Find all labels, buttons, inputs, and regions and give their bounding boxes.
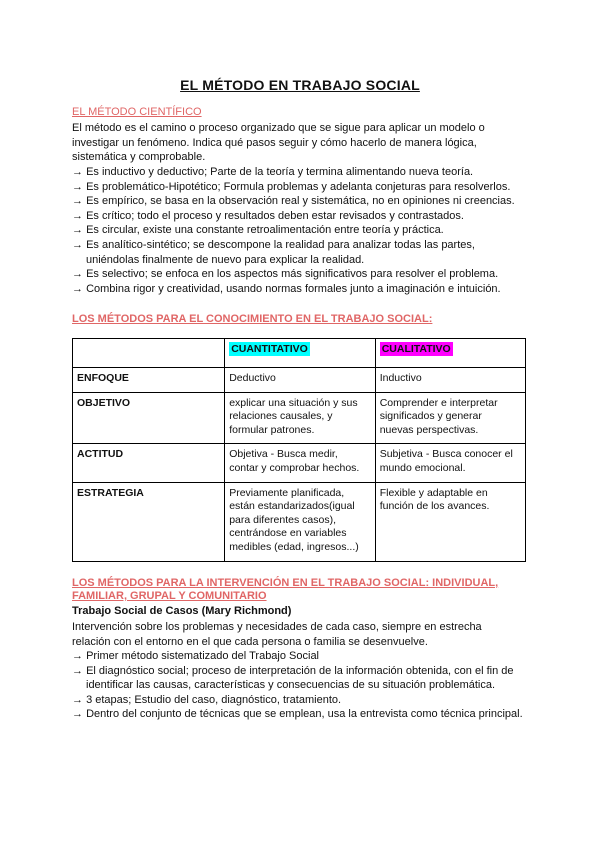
right-arrow-icon: → (72, 664, 83, 677)
table-cell: Previamente planificada, están estandarizados(igual para diferentes casos), centrándose en variables medibles (edad, ingresos...) (225, 482, 376, 561)
list-item: → El diagnóstico social; proceso de interpretación de la información obtenida, con el fin de (72, 664, 514, 677)
intro-line: investigar un fenómeno. Indica qué pasos seguir y cómo hacerlo de manera lógica, (72, 136, 477, 149)
list-item: → Es problemático-Hipotético; Formula problemas y adelanta conjeturas para resolverlos. (72, 180, 511, 193)
list-item: → Es crítico; todo el proceso y resultados deben estar revisados y contrastados. (72, 209, 464, 222)
section-heading-conocimiento: LOS MÉTODOS PARA EL CONOCIMIENTO EN EL TRABAJO SOCIAL: (72, 313, 433, 325)
list-item: → Es empírico, se basa en la observación real y sistemática, no en opiniones ni creencias. (72, 195, 515, 208)
row-label: ESTRATEGIA (73, 482, 225, 561)
table-header-row (73, 339, 526, 368)
right-arrow-icon: → (72, 166, 83, 178)
page-title: EL MÉTODO EN TRABAJO SOCIAL (180, 77, 420, 93)
section-heading-metodo-cientifico: EL MÉTODO CIENTÍFICO (72, 106, 202, 118)
list-item: → Es selectivo; se enfoca en los aspectos más significativos para resolver el problema. (72, 268, 499, 281)
right-arrow-icon: → (72, 180, 83, 193)
table-cell: Inductivo (375, 368, 525, 393)
table-cell: Deductivo (225, 368, 376, 393)
intro-line: relación con el entorno en el que cada persona o familia se desenvuelve. (72, 635, 428, 648)
table-corner-cell (73, 339, 225, 368)
table-header-cell (375, 339, 525, 368)
list-item: → Es circular, existe una constante retroalimentación entre teoría y práctica. (72, 224, 444, 237)
list-item: → Es inductivo y deductivo; Parte de la teoría y termina alimentando nueva teoría. (72, 166, 474, 178)
methods-comparison-table (72, 338, 526, 562)
right-arrow-icon: → (72, 224, 83, 237)
list-item: → Es analítico-sintético; se descompone la realidad para analizar todas las partes, (72, 238, 475, 251)
table-row (73, 444, 526, 482)
table-header-cell (225, 339, 376, 368)
intro-line: Intervención sobre los problemas y necesidades de cada caso, siempre en estrecha (72, 621, 482, 633)
row-label: OBJETIVO (73, 392, 225, 444)
list-item-continuation: identificar las causas, características y consecuencias de su situación problemática. (86, 679, 496, 692)
section1-bullet-list (72, 165, 515, 296)
row-label: ENFOQUE (73, 368, 225, 393)
intro-line: sistemática y comprobable. (72, 151, 206, 164)
subheading-trabajo-social-casos: Trabajo Social de Casos (Mary Richmond) (72, 605, 292, 617)
table-cell: explicar una situación y sus relaciones causales, y formular patrones. (225, 392, 376, 444)
section-heading-intervencion: LOS MÉTODOS PARA LA INTERVENCIÓN EN EL TRABAJO SOCIAL: INDIVIDUAL, FAMILIAR, GRUPAL Y COMUNITARIO (72, 577, 499, 602)
table-cell: Comprender e interpretar significados y generar nuevas perspectivas. (375, 392, 525, 444)
table-cell: Flexible y adaptable en función de los avances. (375, 482, 525, 561)
table-row (73, 482, 526, 561)
table-cell: Subjetiva - Busca conocer el mundo emocional. (375, 444, 525, 482)
right-arrow-icon: → (72, 708, 83, 721)
list-item: → 3 etapas; Estudio del caso, diagnóstico, tratamiento. (72, 693, 342, 706)
right-arrow-icon: → (72, 268, 83, 281)
table-row (73, 368, 526, 393)
right-arrow-icon: → (72, 209, 83, 222)
column-header-cuantitativo: CUANTITATIVO (231, 343, 308, 355)
section1-intro (72, 121, 485, 165)
row-label: ACTITUD (73, 444, 225, 482)
table-row (73, 392, 526, 444)
right-arrow-icon: → (72, 693, 83, 706)
list-item: → Combina rigor y creatividad, usando normas formales junto a imaginación e intuición. (72, 282, 501, 295)
right-arrow-icon: → (72, 282, 83, 295)
list-item-continuation: uniéndolas finalmente de nuevo para explicar la realidad. (86, 253, 365, 266)
list-item: → Primer método sistematizado del Trabajo Social (72, 650, 320, 662)
section3-intro (72, 620, 482, 649)
table-cell: Objetiva - Busca medir, contar y comprobar hechos. (225, 444, 376, 482)
section3-bullet-list (72, 649, 523, 722)
right-arrow-icon: → (72, 195, 83, 208)
intro-line: El método es el camino o proceso organizado que se sigue para aplicar un modelo o (72, 122, 485, 134)
column-header-cualitativo: CUALITATIVO (381, 343, 451, 355)
right-arrow-icon: → (72, 650, 83, 662)
right-arrow-icon: → (72, 238, 83, 251)
list-item: → Dentro del conjunto de técnicas que se emplean, usa la entrevista como técnica principal. (72, 708, 523, 721)
